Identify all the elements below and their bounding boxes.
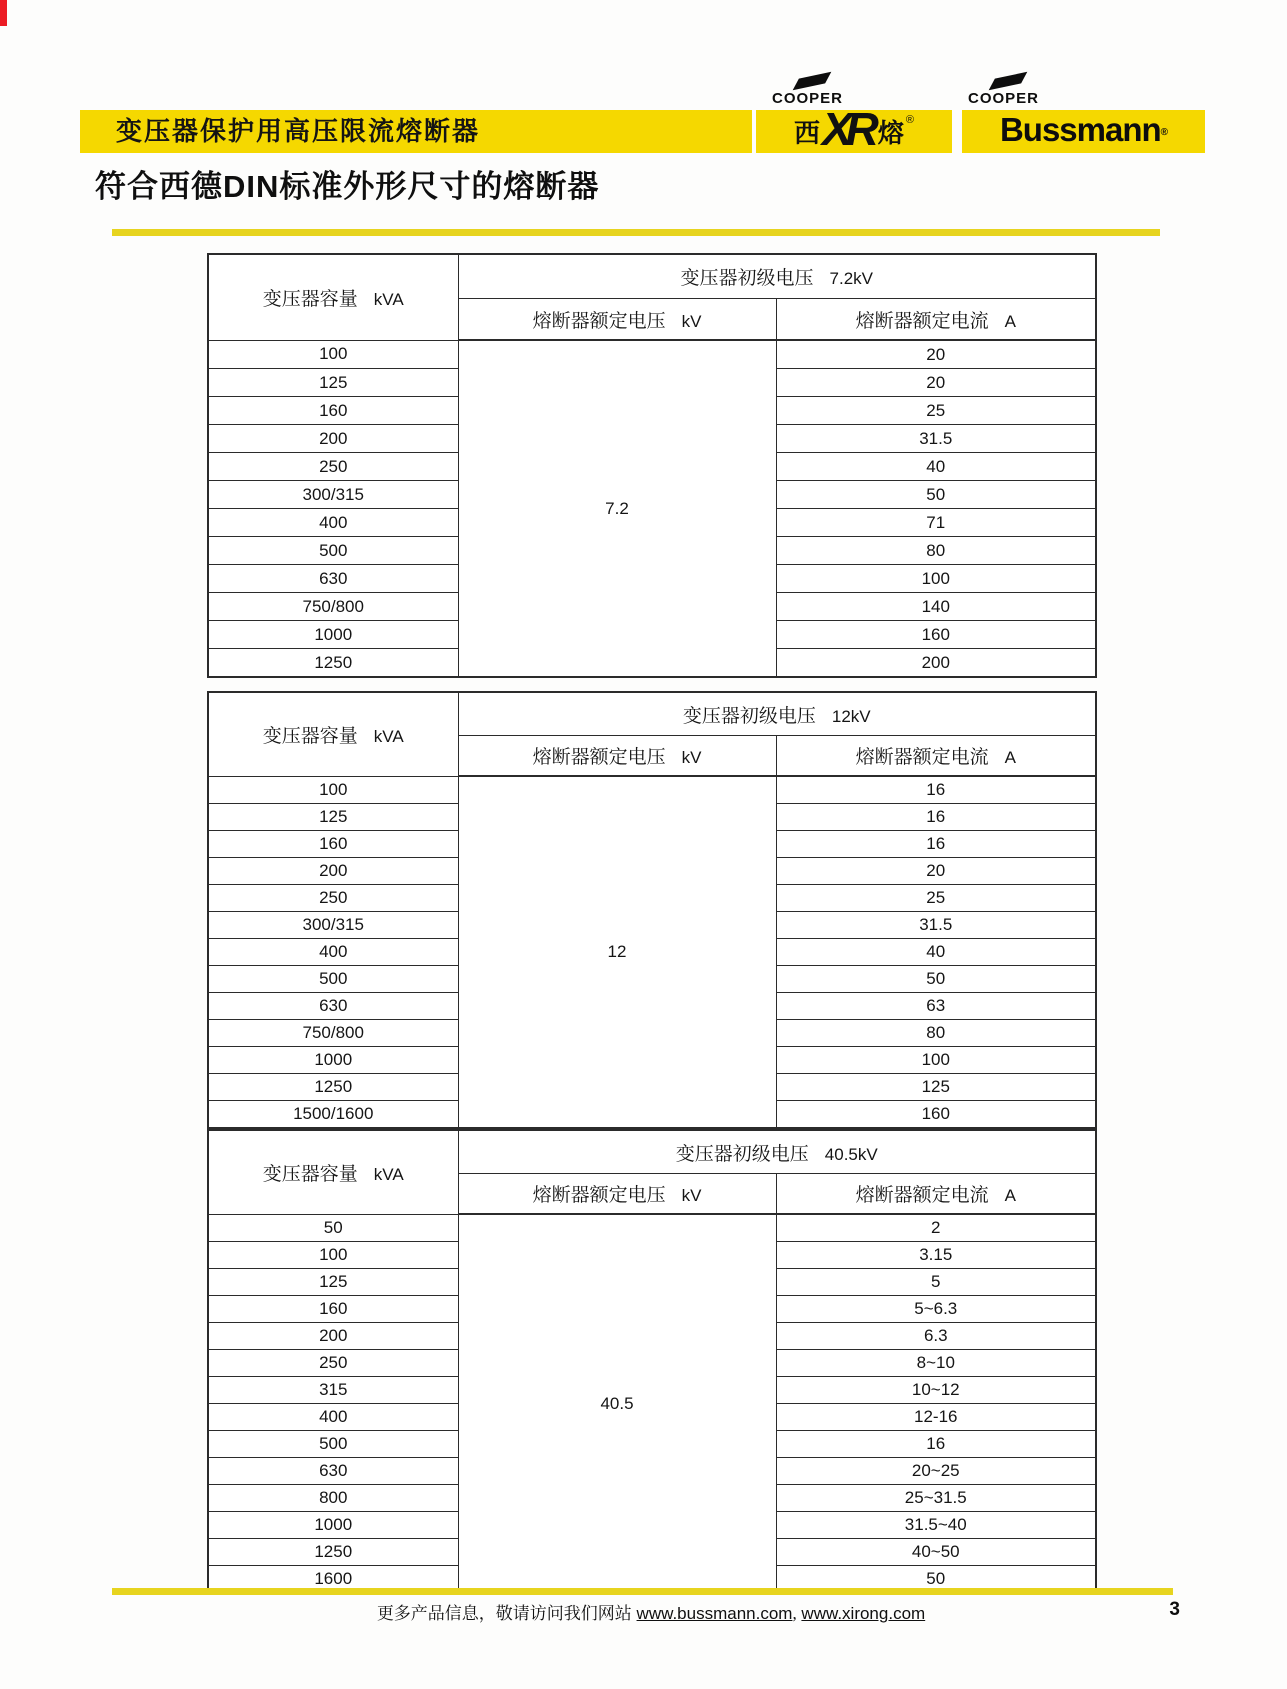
bussmann-wordmark: Bussmann: [999, 111, 1161, 148]
rated-current-cell: 50: [776, 966, 1096, 993]
rated-current-cell: 3.15: [776, 1242, 1096, 1269]
capacity-cell: 250: [208, 1350, 458, 1377]
rated-current-cell: 8~10: [776, 1350, 1096, 1377]
rated-voltage-column-header: 熔断器额定电压 kV: [458, 299, 776, 341]
rated-current-cell: 16: [776, 831, 1096, 858]
fuse-table-40-5kv: [207, 1129, 1095, 1594]
primary-voltage-header: 变压器初级电压 12kV: [458, 692, 1096, 736]
rated-current-cell: 40: [776, 453, 1096, 481]
footer-rule: [112, 1588, 1173, 1595]
title-underline-rule: [112, 229, 1160, 236]
capacity-cell: 800: [208, 1485, 458, 1512]
rated-current-cell: 100: [776, 565, 1096, 593]
header-bar-title: 变压器保护用高压限流熔断器: [116, 116, 481, 146]
table-row: [208, 1214, 1096, 1242]
rated-current-cell: 160: [776, 621, 1096, 649]
footer-info: [207, 1599, 1095, 1624]
rated-current-cell: 16: [776, 804, 1096, 831]
capacity-cell: 1250: [208, 1074, 458, 1101]
capacity-cell: 500: [208, 1431, 458, 1458]
capacity-cell: 1500/1600: [208, 1101, 458, 1129]
table-row: [208, 340, 1096, 369]
rated-current-cell: 50: [776, 1566, 1096, 1594]
cooper-wordmark: COOPER: [968, 90, 1048, 108]
rated-current-cell: 25: [776, 397, 1096, 425]
rated-current-cell: 20: [776, 340, 1096, 369]
cooper-wordmark: COOPER: [772, 90, 852, 108]
rated-current-cell: 16: [776, 1431, 1096, 1458]
capacity-column-header: 变压器容量 kVA: [208, 254, 458, 340]
xirong-xi: 西: [793, 118, 820, 148]
capacity-cell: 250: [208, 885, 458, 912]
rated-current-cell: 125: [776, 1074, 1096, 1101]
capacity-cell: 100: [208, 340, 458, 369]
rated-current-cell: 40: [776, 939, 1096, 966]
capacity-cell: 1250: [208, 649, 458, 678]
capacity-cell: 100: [208, 1242, 458, 1269]
rated-current-cell: 71: [776, 509, 1096, 537]
capacity-cell: 500: [208, 537, 458, 565]
capacity-cell: 1000: [208, 1512, 458, 1539]
rated-current-cell: 31.5: [776, 912, 1096, 939]
rated-current-cell: 140: [776, 593, 1096, 621]
capacity-cell: 400: [208, 1404, 458, 1431]
capacity-cell: 1000: [208, 1047, 458, 1074]
rated-current-cell: 200: [776, 649, 1096, 678]
footer-url-bussmann[interactable]: www.bussmann.com: [636, 1604, 793, 1623]
capacity-cell: 160: [208, 1296, 458, 1323]
capacity-cell: 630: [208, 565, 458, 593]
rated-current-column-header: 熔断器额定电流 A: [776, 736, 1096, 777]
rated-current-cell: 31.5~40: [776, 1512, 1096, 1539]
capacity-cell: 750/800: [208, 1020, 458, 1047]
registered-mark: ®: [1160, 127, 1168, 138]
rated-current-column-header: 熔断器额定电流 A: [776, 1174, 1096, 1215]
rated-current-cell: 5~6.3: [776, 1296, 1096, 1323]
capacity-cell: 125: [208, 804, 458, 831]
capacity-cell: 1250: [208, 1539, 458, 1566]
rated-current-cell: 100: [776, 1047, 1096, 1074]
capacity-column-header: 变压器容量 kVA: [208, 692, 458, 776]
capacity-cell: 160: [208, 831, 458, 858]
capacity-cell: 300/315: [208, 912, 458, 939]
capacity-cell: 630: [208, 1458, 458, 1485]
fuse-table-7-2kv: [207, 253, 1095, 678]
rated-current-cell: 63: [776, 993, 1096, 1020]
capacity-cell: 160: [208, 397, 458, 425]
footer-separator: ,: [792, 1604, 797, 1623]
rated-current-column-header: 熔断器额定电流 A: [776, 299, 1096, 341]
capacity-cell: 200: [208, 1323, 458, 1350]
capacity-cell: 200: [208, 858, 458, 885]
capacity-cell: 200: [208, 425, 458, 453]
rated-voltage-column-header: 熔断器额定电压 kV: [458, 1174, 776, 1215]
capacity-cell: 400: [208, 939, 458, 966]
registered-mark: ®: [905, 113, 915, 126]
cooper-flag-icon: [793, 72, 832, 90]
capacity-cell: 300/315: [208, 481, 458, 509]
footer-info-text: 更多产品信息，敬请访问我们网站: [376, 1604, 632, 1623]
rated-current-cell: 12-16: [776, 1404, 1096, 1431]
rated-current-cell: 5: [776, 1269, 1096, 1296]
primary-voltage-header: 变压器初级电压 40.5kV: [458, 1130, 1096, 1174]
capacity-cell: 1000: [208, 621, 458, 649]
rated-current-cell: 10~12: [776, 1377, 1096, 1404]
capacity-cell: 500: [208, 966, 458, 993]
rated-current-cell: 80: [776, 537, 1096, 565]
cooper-bussmann-logo: [962, 110, 1205, 153]
capacity-cell: 100: [208, 776, 458, 804]
rated-current-cell: 50: [776, 481, 1096, 509]
page-header-bar: [80, 110, 752, 153]
rated-current-cell: 16: [776, 776, 1096, 804]
rated-current-cell: 40~50: [776, 1539, 1096, 1566]
rated-current-cell: 25: [776, 885, 1096, 912]
capacity-cell: 400: [208, 509, 458, 537]
capacity-cell: 630: [208, 993, 458, 1020]
capacity-cell: 125: [208, 1269, 458, 1296]
rated-current-cell: 20: [776, 369, 1096, 397]
rated-current-cell: 80: [776, 1020, 1096, 1047]
rated-current-cell: 6.3: [776, 1323, 1096, 1350]
rated-voltage-merged-cell: 40.5: [458, 1214, 776, 1593]
rated-current-cell: 31.5: [776, 425, 1096, 453]
rated-current-cell: 160: [776, 1101, 1096, 1129]
cooper-xirong-logo: [756, 102, 952, 155]
rated-voltage-merged-cell: 12: [458, 776, 776, 1128]
red-corner-mark: [0, 0, 7, 26]
rated-current-cell: 20: [776, 858, 1096, 885]
rated-current-cell: 25~31.5: [776, 1485, 1096, 1512]
capacity-cell: 750/800: [208, 593, 458, 621]
rated-voltage-column-header: 熔断器额定电压 kV: [458, 736, 776, 777]
capacity-column-header: 变压器容量 kVA: [208, 1130, 458, 1214]
fuse-table-12kv: [207, 691, 1095, 1129]
xirong-rong: 熔: [877, 118, 904, 148]
capacity-cell: 250: [208, 453, 458, 481]
page-number: 3: [1169, 1599, 1180, 1620]
cooper-flag-icon: [989, 72, 1028, 90]
capacity-cell: 50: [208, 1214, 458, 1242]
rated-current-cell: 20~25: [776, 1458, 1096, 1485]
rated-voltage-merged-cell: 7.2: [458, 340, 776, 677]
capacity-cell: 1600: [208, 1566, 458, 1594]
capacity-cell: 125: [208, 369, 458, 397]
capacity-cell: 315: [208, 1377, 458, 1404]
table-row: [208, 776, 1096, 804]
xirong-xr-monogram: XR: [821, 102, 872, 155]
page-title: 符合西德DIN标准外形尺寸的熔断器: [95, 169, 600, 204]
footer-url-xirong[interactable]: www.xirong.com: [801, 1604, 926, 1623]
rated-current-cell: 2: [776, 1214, 1096, 1242]
primary-voltage-header: 变压器初级电压 7.2kV: [458, 254, 1096, 299]
